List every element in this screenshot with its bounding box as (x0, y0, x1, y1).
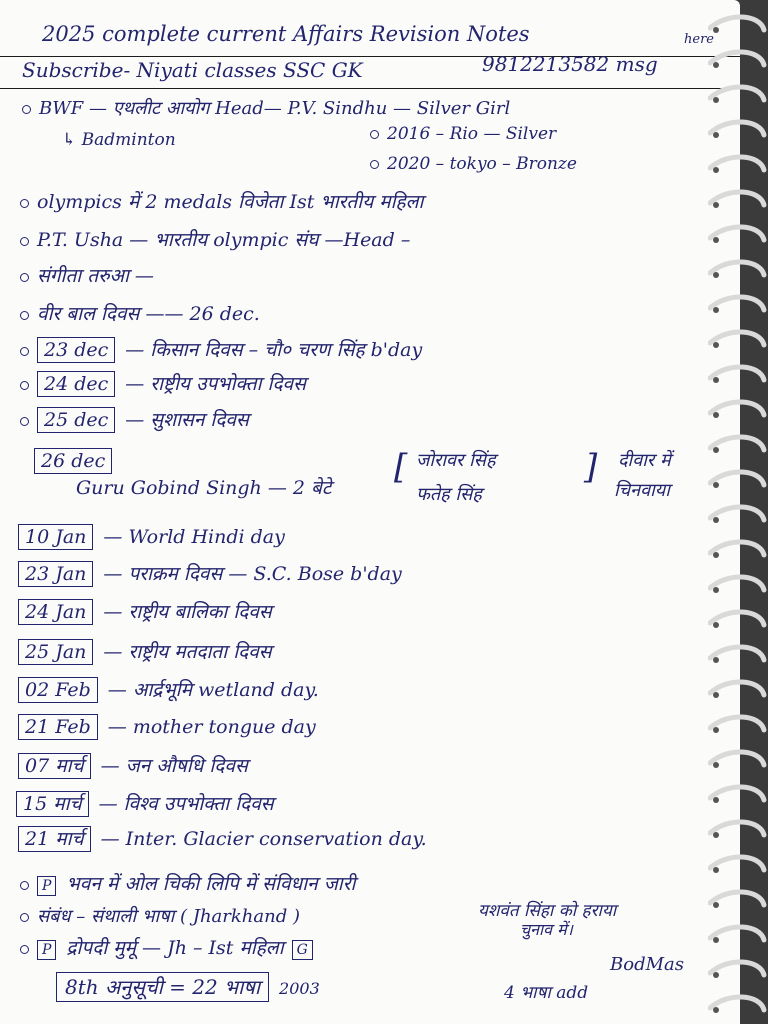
bullet-icon (20, 199, 29, 208)
date-box: 23 dec (37, 337, 115, 363)
binding-hole (713, 587, 719, 593)
binding-hole (713, 132, 719, 138)
date-box: 26 dec (34, 448, 112, 474)
header-note: here (684, 32, 714, 47)
binding-hole (713, 167, 719, 173)
date-box: 02 Feb (18, 677, 98, 703)
binding-hole (713, 692, 719, 698)
day-row: 02 Feb — आर्द्रभूमि wetland day. (18, 676, 319, 703)
binding-hole (713, 622, 719, 628)
day-row: 21 मार्च — Inter. Glacier conservation day. (18, 826, 427, 852)
date-box: 15 मार्च (16, 791, 89, 817)
binding-hole (713, 937, 719, 943)
note-olympics: olympics में 2 medals विजेता Ist भारतीय महिला (20, 188, 423, 214)
date-box: 07 मार्च (18, 753, 91, 779)
son-fateh: फतेह सिंह (416, 484, 482, 505)
day-row: 15 मार्च — विश्व उपभोक्ता दिवस (16, 790, 274, 817)
binding-hole (713, 237, 719, 243)
bullet-icon (20, 381, 29, 390)
p-mark: P (37, 876, 56, 896)
header-subscribe: Subscribe- Niyati classes SSC GK (22, 58, 363, 82)
header-phone: 9812213582 msg (482, 52, 658, 76)
binding-hole (713, 867, 719, 873)
binding-hole (713, 202, 719, 208)
binding-hole (713, 272, 719, 278)
binding-hole (713, 97, 719, 103)
date-box: 24 dec (37, 371, 115, 397)
bullet-icon (20, 347, 29, 356)
note-ol-chiki: P भवन में ओल चिकी लिपि में संविधान जारी (20, 870, 355, 896)
note-santhali: संबंध – संथाली भाषा ( Jharkhand ) (20, 904, 300, 928)
bullet-icon (20, 881, 29, 890)
binding-hole (713, 972, 719, 978)
binding-hole (713, 447, 719, 453)
binding-hole (713, 762, 719, 768)
day-row: 25 Jan — राष्ट्रीय मतदाता दिवस (18, 638, 272, 665)
spiral-binding (708, 0, 768, 1024)
day-row: 07 मार्च — जन औषधि दिवस (18, 752, 248, 779)
binding-hole (713, 482, 719, 488)
note-walled: चिनवाया (614, 480, 670, 501)
date-box: 24 Jan (18, 599, 93, 625)
note-wall: दीवार में (618, 450, 671, 471)
bullet-icon (370, 130, 379, 139)
date-box: 10 Jan (18, 524, 93, 550)
binding-hole (713, 342, 719, 348)
date-box: 23 Jan (18, 561, 93, 587)
date-box: 21 मार्च (18, 826, 91, 852)
note-badminton: ↳ Badminton (62, 130, 176, 150)
day-row: 23 dec — किसान दिवस – चौ० चरण सिंह b'day (20, 336, 422, 363)
bullet-icon (20, 311, 29, 320)
sons-bracket-left: [ (394, 447, 408, 487)
guru-gobind-singh: Guru Gobind Singh — 2 बेटे (76, 477, 332, 499)
note-schedule: 8th अनुसूची = 22 भाषा 2003 (56, 972, 320, 1002)
note-add: 4 भाषा add (504, 983, 589, 1003)
binding-hole (713, 552, 719, 558)
note-bodmas: BodMas (610, 954, 684, 975)
binding-hole (713, 727, 719, 733)
bullet-icon (370, 160, 379, 169)
binding-hole (713, 27, 719, 33)
day-row: 10 Jan — World Hindi day (18, 524, 285, 550)
bullet-icon (20, 945, 29, 954)
bullet-icon (20, 273, 29, 282)
binding-hole (713, 517, 719, 523)
note-tokyo: 2020 – tokyo – Bronze (370, 154, 577, 174)
son-zorawar: जोरावर सिंह (416, 450, 496, 471)
note-rio: 2016 – Rio — Silver (370, 124, 556, 144)
header-rule-bottom (0, 88, 740, 89)
binding-hole (713, 307, 719, 313)
binding-hole (713, 1007, 719, 1013)
note-sangita: संगीता तरुआ — (20, 262, 154, 288)
p-mark: P (37, 940, 56, 960)
date-box: 25 Jan (18, 639, 93, 665)
binding-hole (713, 832, 719, 838)
note-election: चुनाव में। (520, 920, 573, 939)
day-row: 23 Jan — पराक्रम दिवस — S.C. Bose b'day (18, 560, 402, 587)
note-usha: P.T. Usha — भारतीय olympic संघ —Head – (20, 226, 410, 252)
date-box: 21 Feb (18, 714, 98, 740)
date-box: 25 dec (37, 407, 115, 433)
binding-hole (713, 412, 719, 418)
bullet-icon (20, 237, 29, 246)
binding-hole (713, 62, 719, 68)
date-box-26-dec (34, 448, 122, 474)
sons-bracket-right: ] (584, 447, 598, 487)
header-title: 2025 complete current Affairs Revision Notes (42, 22, 530, 46)
note-veer-bal: वीर बाल दिवस —— 26 dec. (20, 300, 260, 326)
binding-hole (713, 377, 719, 383)
binding-hole (713, 657, 719, 663)
day-row: 24 Jan — राष्ट्रीय बालिका दिवस (18, 598, 272, 625)
schedule-box: 8th अनुसूची = 22 भाषा (56, 972, 269, 1002)
bullet-icon (20, 913, 29, 922)
binding-hole (713, 902, 719, 908)
binding-hole (713, 797, 719, 803)
day-row: 24 dec — राष्ट्रीय उपभोक्ता दिवस (20, 370, 306, 397)
note-murmu: P द्रोपदी मुर्मू — Jh – Ist महिला G (20, 934, 323, 960)
note-bwf: BWF — एथलीट आयोग Head— P.V. Sindhu — Silver Girl (22, 96, 510, 120)
g-mark: G (292, 940, 313, 960)
bullet-icon (20, 417, 29, 426)
note-yashwant: यशवंत सिंहा को हराया (478, 901, 617, 921)
day-row: 21 Feb — mother tongue day (18, 714, 316, 740)
day-row: 25 dec — सुशासन दिवस (20, 406, 249, 433)
bullet-icon (22, 105, 31, 114)
